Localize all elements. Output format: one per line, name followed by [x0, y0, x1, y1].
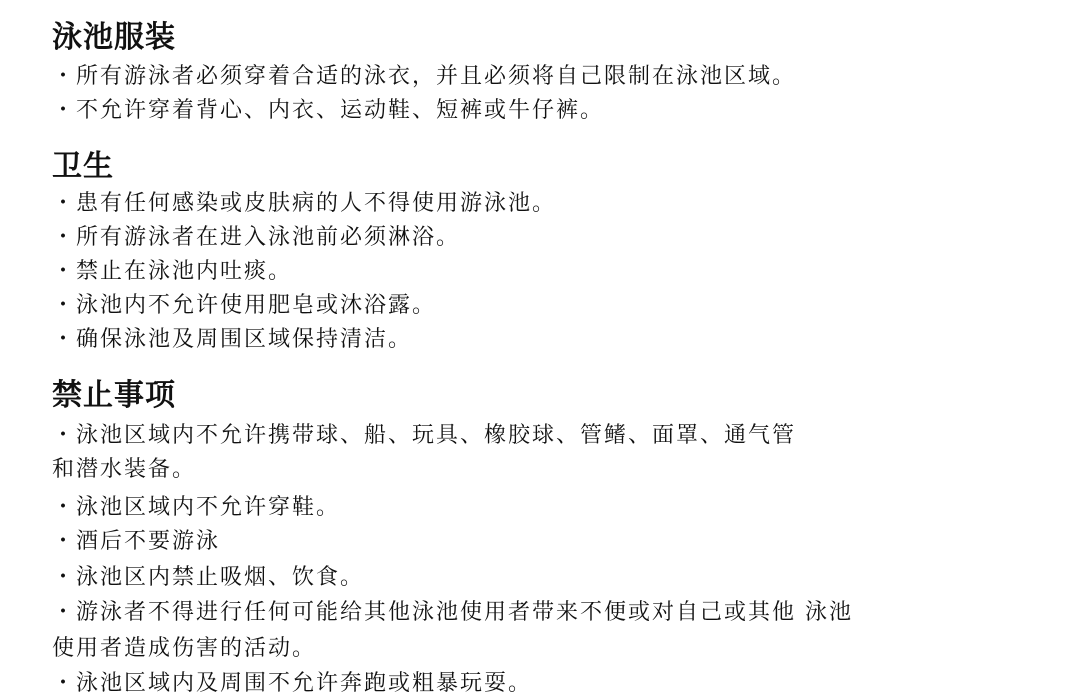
rule-item: ・泳池区域内不允许穿鞋。 [52, 495, 341, 520]
rule-item: ・游泳者不得进行任何可能给其他泳池使用者带来不便或对自己或其他 泳池 [52, 600, 853, 625]
rule-item: ・泳池区域内不允许携带球、船、玩具、橡胶球、管鳍、面罩、通气管 [52, 423, 797, 448]
rule-item: ・所有游泳者必须穿着合适的泳衣，并且必须将自己限制在泳池区域。 [52, 64, 797, 89]
rule-item-continuation: 和潜水装备。 [52, 457, 197, 482]
section-heading-hygiene: 卫生 [52, 149, 114, 184]
rule-item: ・确保泳池及周围区域保持清洁。 [52, 327, 413, 352]
rule-item: ・所有游泳者在进入泳池前必须淋浴。 [52, 225, 461, 250]
rule-item: ・泳池内不允许使用肥皂或沐浴露。 [52, 293, 437, 318]
rule-item: ・不允许穿着背心、内衣、运动鞋、短裤或牛仔裤。 [52, 98, 605, 123]
section-heading-prohibited: 禁止事项 [52, 378, 176, 413]
rule-item-continuation: 使用者造成伤害的活动。 [52, 636, 317, 661]
rule-item: ・患有任何感染或皮肤病的人不得使用游泳池。 [52, 191, 557, 216]
section-heading-pool-attire: 泳池服装 [52, 20, 176, 55]
rule-item: ・禁止在泳池内吐痰。 [52, 259, 293, 284]
rule-item: ・酒后不要游泳 [52, 529, 221, 554]
rule-item: ・泳池区域内及周围不允许奔跑或粗暴玩耍。 [52, 671, 533, 696]
rule-item: ・泳池区内禁止吸烟、饮食。 [52, 565, 365, 590]
